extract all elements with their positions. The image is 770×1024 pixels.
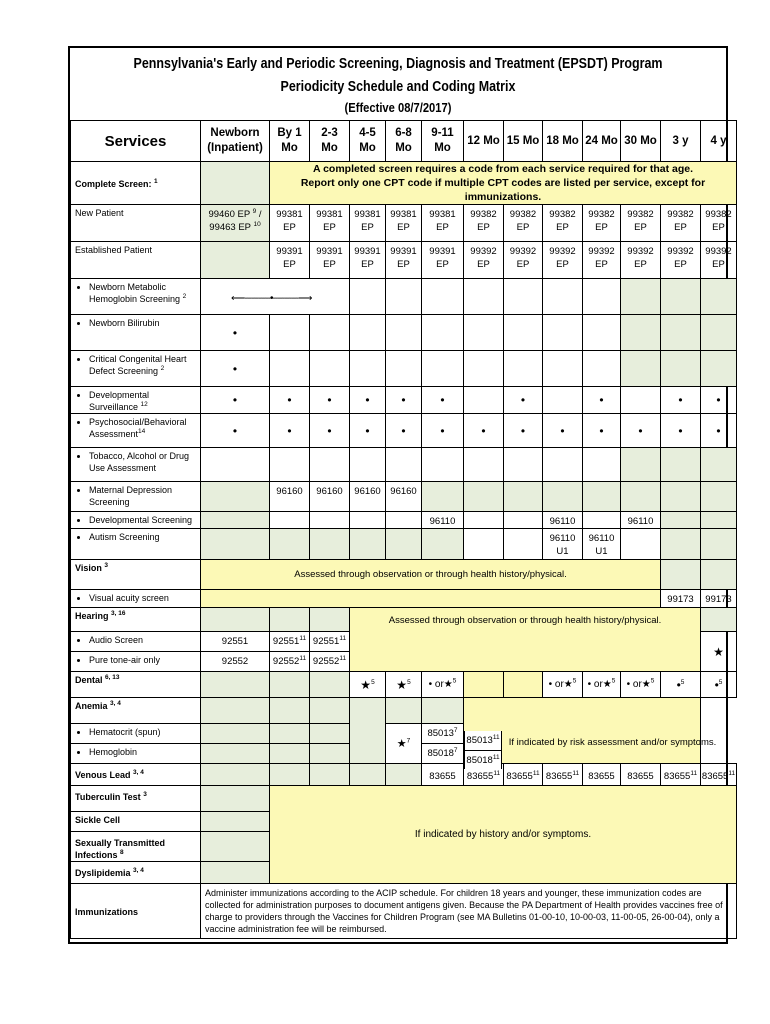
- psychosocial-label: • Psychosocial/Behavioral Assessment$^{14}$: [71, 414, 201, 448]
- empty-cell: [701, 448, 737, 482]
- bullet-mark: •: [386, 414, 422, 448]
- empty-cell: [201, 529, 270, 560]
- bullet-mark: •: [621, 414, 661, 448]
- cpt-code-cell: 99392 EP: [504, 242, 543, 279]
- empty-cell: [504, 482, 543, 512]
- cpt-code-cell: 99391 EP: [422, 242, 464, 279]
- visual-acuity-label: • Visual acuity screen: [71, 590, 201, 608]
- cpt-code-cell: 96110: [621, 512, 661, 529]
- hearing-label: Hearing $^{3, 16}$: [71, 608, 201, 632]
- bullet-mark: •: [464, 414, 504, 448]
- age-column-header: 24 Mo: [583, 121, 621, 162]
- dental-dot-or-star-mark: • or★$^5$: [422, 672, 464, 698]
- cpt-code-cell: 96110: [422, 512, 464, 529]
- age-column-header: 18 Mo: [543, 121, 583, 162]
- bullet-mark: •: [422, 414, 464, 448]
- vision-row: [71, 560, 737, 590]
- cpt-code-cell: 99381 EP: [310, 205, 350, 242]
- dental-dot-or-star-mark: • or★$^5$: [583, 672, 621, 698]
- empty-cell: [422, 482, 464, 512]
- empty-cell: [543, 448, 583, 482]
- cpt-code-cell: 83655$^{11}$: [543, 764, 583, 786]
- empty-cell: [386, 764, 422, 786]
- cpt-code-cell: 83655$^{11}$: [504, 764, 543, 786]
- pure-code-2mo: 92552$^{11}$: [310, 652, 350, 672]
- pure-tone-label: • Pure tone-air only: [71, 652, 201, 672]
- cpt-code-cell: 99381 EP: [422, 205, 464, 242]
- bullet-mark: •: [583, 414, 621, 448]
- empty-cell: [201, 764, 270, 786]
- epsdt-document: [68, 46, 736, 944]
- bullet-mark: •: [350, 414, 386, 448]
- bullet-mark: •: [270, 387, 310, 414]
- empty-cell: [504, 529, 543, 560]
- empty-cell: [270, 448, 310, 482]
- empty-cell: [621, 482, 661, 512]
- bullet-mark: •: [310, 387, 350, 414]
- dyslipidemia-label: Dyslipidemia $^{3, 4}$: [71, 862, 201, 884]
- cpt-code-cell: 99382 EP: [464, 205, 504, 242]
- hct-code-12mo: 85013$^{11}$: [465, 735, 501, 751]
- empty-cell: [350, 529, 386, 560]
- empty-cell: [350, 512, 386, 529]
- anemia-star-6mo: ★$^7$: [386, 724, 422, 764]
- empty-cell: [621, 529, 661, 560]
- tobacco-row: [71, 448, 737, 482]
- dental-dot-mark: •$^5$: [701, 672, 737, 698]
- vision-label: Vision $^3$: [71, 560, 201, 590]
- bullet-mark: •: [201, 387, 270, 414]
- hemoglobin-label: • Hemoglobin: [71, 744, 201, 764]
- visual-acuity-row: [71, 590, 737, 608]
- newborn-metabolic-row: [71, 279, 737, 315]
- new-patient-row: [71, 205, 737, 242]
- empty-cell: [386, 529, 422, 560]
- empty-cell: [310, 448, 350, 482]
- effective-date: (Effective 08/7/2017): [344, 100, 452, 115]
- established-patient-newborn-cell: [201, 242, 270, 279]
- age-column-header: 2-3 Mo: [310, 121, 350, 162]
- bullet-mark: •: [701, 387, 737, 414]
- bullet-mark: •: [201, 315, 270, 351]
- age-column-header: 4 y: [701, 121, 737, 162]
- sti-label: Sexually Transmitted Infections $^8$: [71, 832, 201, 862]
- age-column-header: 4-5 Mo: [350, 121, 386, 162]
- empty-cell: [350, 764, 386, 786]
- empty-cell: [661, 512, 701, 529]
- immunizations-row: [71, 884, 737, 939]
- complete-screen-label: Complete Screen: $^1$: [71, 162, 201, 205]
- dental-dot-mark: •$^5$: [661, 672, 701, 698]
- immunizations-label: Immunizations: [71, 884, 201, 939]
- bullet-mark: •: [504, 414, 543, 448]
- age-column-header: 12 Mo: [464, 121, 504, 162]
- empty-cell: [201, 448, 270, 482]
- services-header: Services: [71, 121, 201, 162]
- new-patient-label: New Patient: [71, 205, 201, 242]
- complete-screen-row: [71, 162, 737, 205]
- empty-cell: [201, 512, 270, 529]
- bullet-mark: •: [422, 387, 464, 414]
- established-patient-row: [71, 242, 737, 279]
- dev-screening-label: • Developmental Screening: [71, 512, 201, 529]
- age-column-header: 15 Mo: [504, 121, 543, 162]
- empty-cell: [270, 512, 310, 529]
- cpt-code-cell: 99392 EP: [621, 242, 661, 279]
- cpt-code-cell: 96160: [310, 482, 350, 512]
- cchd-row: [71, 351, 737, 387]
- bullet-mark: •: [201, 414, 270, 448]
- empty-cell: [583, 448, 621, 482]
- cpt-code-cell: 99391 EP: [310, 242, 350, 279]
- cpt-code-cell: 99391 EP: [350, 242, 386, 279]
- empty-cell: [701, 482, 737, 512]
- empty-cell: [504, 448, 543, 482]
- cpt-code-cell: 99392 EP: [701, 242, 737, 279]
- tuberculin-row: [71, 786, 737, 812]
- cpt-code-cell: 83655: [583, 764, 621, 786]
- cpt-code-cell: 83655$^{11}$: [464, 764, 504, 786]
- cpt-code-cell: 83655: [422, 764, 464, 786]
- empty-cell: [422, 529, 464, 560]
- bullet-mark: •: [701, 414, 737, 448]
- dev-surveillance-row: [71, 387, 737, 414]
- empty-cell: [310, 512, 350, 529]
- dental-dot-or-star-mark: • or★$^5$: [543, 672, 583, 698]
- anemia-12mo-codes: [464, 731, 502, 769]
- empty-cell: [201, 482, 270, 512]
- psychosocial-row: [71, 414, 737, 448]
- dental-star-mark: ★$^5$: [386, 672, 422, 698]
- empty-cell: [270, 672, 310, 698]
- anemia-label: Anemia $^{3, 4}$: [71, 698, 201, 724]
- cpt-code-cell: 96160: [350, 482, 386, 512]
- venous-lead-row: [71, 764, 737, 786]
- anemia-row: [71, 698, 737, 724]
- empty-cell: [386, 448, 422, 482]
- pure-code-newborn: 92552: [201, 652, 270, 672]
- age-column-header: 6-8 Mo: [386, 121, 422, 162]
- periodicity-matrix: [70, 120, 737, 939]
- bullet-mark: •: [201, 351, 270, 387]
- empty-cell: [464, 387, 504, 414]
- dental-row: [71, 672, 737, 698]
- empty-cell: [543, 482, 583, 512]
- document-title: Pennsylvania's Early and Periodic Screening, Diagnosis and Treatment (EPSDT) Program: [133, 56, 663, 72]
- empty-cell: [464, 672, 504, 698]
- hearing-star-3y: ★: [701, 632, 737, 672]
- maternal-depression-row: [71, 482, 737, 512]
- empty-cell: [310, 764, 350, 786]
- cpt-code-cell: 99381 EP: [386, 205, 422, 242]
- cpt-code-cell: 96160: [386, 482, 422, 512]
- cpt-code-cell: 99382 EP: [621, 205, 661, 242]
- hgb-code-12mo: 85018$^{11}$: [466, 753, 500, 766]
- newborn-bilirubin-label: • Newborn Bilirubin: [71, 315, 201, 351]
- cpt-code-cell: 99392 EP: [661, 242, 701, 279]
- hct-code-9mo: 85013$^7$: [422, 724, 464, 744]
- newborn-bilirubin-row: [71, 315, 737, 351]
- empty-cell: [543, 387, 583, 414]
- title-block: [70, 48, 726, 121]
- empty-cell: [270, 764, 310, 786]
- cpt-code-cell: 99392 EP: [464, 242, 504, 279]
- cpt-code-cell: 99392 EP: [543, 242, 583, 279]
- cpt-code-cell: 99382 EP: [543, 205, 583, 242]
- hearing-note: Assessed through observation or through health history/physical.: [350, 608, 701, 672]
- empty-cell: [583, 482, 621, 512]
- cchd-label: • Critical Congenital Heart Defect Screening $^2$: [71, 351, 201, 387]
- hearing-row: [71, 608, 737, 632]
- header-row: [71, 121, 737, 162]
- cpt-code-cell: 99382 EP: [504, 205, 543, 242]
- autism-row: [71, 529, 737, 560]
- empty-cell: [422, 448, 464, 482]
- cpt-code-cell: 99382 EP: [661, 205, 701, 242]
- cpt-code-cell: 99392 EP: [583, 242, 621, 279]
- empty-cell: [310, 529, 350, 560]
- vision-note: Assessed through observation or through health history/physical.: [201, 560, 661, 590]
- dental-label: Dental $^{6, 13}$: [71, 672, 201, 698]
- visual-acuity-code-3y: 99173: [661, 590, 701, 608]
- empty-cell: [464, 529, 504, 560]
- cpt-code-cell: 96160: [270, 482, 310, 512]
- age-column-header: 30 Mo: [621, 121, 661, 162]
- age-column-header: 3 y: [661, 121, 701, 162]
- bullet-mark: •: [310, 414, 350, 448]
- empty-cell: [201, 672, 270, 698]
- dental-dot-or-star-mark: • or★$^5$: [621, 672, 661, 698]
- empty-cell: [661, 448, 701, 482]
- complete-screen-newborn-cell: [201, 162, 270, 205]
- age-column-header: 9-11 Mo: [422, 121, 464, 162]
- cpt-code-cell: 96110 U1: [583, 529, 621, 560]
- hematocrit-label: • Hematocrit (spun): [71, 724, 201, 744]
- bullet-mark: •: [270, 414, 310, 448]
- cpt-code-cell: 96110 U1: [543, 529, 583, 560]
- history-note: If indicated by history and/or symptoms.: [270, 786, 737, 884]
- empty-cell: [464, 482, 504, 512]
- cpt-code-cell: 99382 EP: [701, 205, 737, 242]
- new-patient-newborn-codes: 99460 EP $^9$ / 99463 EP $^{10}$: [201, 205, 270, 242]
- tobacco-label: • Tobacco, Alcohol or Drug Use Assessment: [71, 448, 201, 482]
- empty-cell: [583, 512, 621, 529]
- empty-cell: [464, 512, 504, 529]
- empty-cell: [621, 448, 661, 482]
- empty-cell: [661, 482, 701, 512]
- bullet-mark: •: [661, 387, 701, 414]
- empty-cell: [386, 512, 422, 529]
- audio-screen-label: • Audio Screen: [71, 632, 201, 652]
- dental-star-mark: ★$^5$: [350, 672, 386, 698]
- bullet-mark: •: [350, 387, 386, 414]
- empty-cell: [464, 448, 504, 482]
- dev-screening-row: [71, 512, 737, 529]
- audio-code-newborn: 92551: [201, 632, 270, 652]
- pure-code-1mo: 92552$^{11}$: [270, 652, 310, 672]
- age-column-header: By 1 Mo: [270, 121, 310, 162]
- cpt-code-cell: 83655$^{11}$: [701, 764, 737, 786]
- hgb-code-9mo: 85018$^7$: [422, 744, 464, 764]
- cpt-code-cell: 99381 EP: [270, 205, 310, 242]
- newborn-metabolic-label: • Newborn Metabolic Hemoglobin Screening $^2$: [71, 279, 201, 315]
- cpt-code-cell: 83655: [621, 764, 661, 786]
- bullet-mark: •: [386, 387, 422, 414]
- document-subtitle: Periodicity Schedule and Coding Matrix: [280, 79, 516, 95]
- complete-screen-note: A completed screen requires a code from each service required for that age. Report only one CPT code if multiple CPT codes are listed per service, except for immunizations.: [270, 162, 737, 205]
- empty-cell: [310, 672, 350, 698]
- age-column-header: Newborn (Inpatient): [201, 121, 270, 162]
- empty-cell: [504, 672, 543, 698]
- empty-cell: [701, 512, 737, 529]
- maternal-depression-label: • Maternal Depression Screening: [71, 482, 201, 512]
- empty-cell: [350, 448, 386, 482]
- cpt-code-cell: 96110: [543, 512, 583, 529]
- empty-cell: [661, 529, 701, 560]
- cpt-code-cell: 99381 EP: [350, 205, 386, 242]
- established-patient-label: Established Patient: [71, 242, 201, 279]
- newborn-metabolic-range-arrow: ⟵-----------•-----------⟶: [201, 279, 350, 315]
- cpt-code-cell: 83655$^{11}$: [661, 764, 701, 786]
- sickle-cell-label: Sickle Cell: [71, 812, 201, 832]
- cpt-code-cell: 99391 EP: [386, 242, 422, 279]
- cpt-code-cell: 99391 EP: [270, 242, 310, 279]
- empty-cell: [504, 512, 543, 529]
- visual-acuity-code-4y: 99173: [701, 590, 737, 608]
- empty-cell: [621, 387, 661, 414]
- visual-acuity-yellow: [201, 590, 661, 608]
- bullet-mark: •: [543, 414, 583, 448]
- venous-lead-label: Venous Lead $^{3, 4}$: [71, 764, 201, 786]
- autism-label: • Autism Screening: [71, 529, 201, 560]
- dev-surveillance-label: • Developmental Surveillance $^{12}$: [71, 387, 201, 414]
- empty-cell: [270, 529, 310, 560]
- tuberculin-label: Tuberculin Test $^3$: [71, 786, 201, 812]
- cpt-code-cell: 99382 EP: [583, 205, 621, 242]
- immunizations-text: Administer immunizations according to the ACIP schedule. For children 18 years and younger, these immunization codes are collected for administration purposes to document antigens given. Because the PA Department of Health provides vaccines free of charge to providers through the Vaccines for Children Program (see MA Bulletins 01-00-10, 10-00-03, 11-00-05, 26-00-04), only a vaccine administration fee will be reimbursed.: [201, 884, 737, 939]
- audio-code-2mo: 92551$^{11}$: [310, 632, 350, 652]
- bullet-mark: •: [504, 387, 543, 414]
- anemia-note: If indicated by risk assessment and/or symptoms.: [508, 737, 717, 748]
- empty-cell: [701, 529, 737, 560]
- audio-code-1mo: 92551$^{11}$: [270, 632, 310, 652]
- bullet-mark: •: [661, 414, 701, 448]
- bullet-mark: •: [583, 387, 621, 414]
